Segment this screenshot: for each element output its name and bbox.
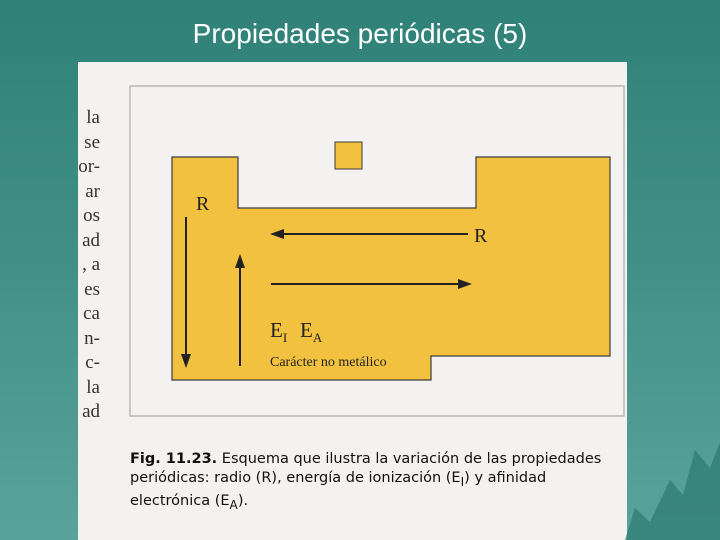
left-margin-fragment: c- — [85, 352, 100, 373]
left-margin-fragment: la — [86, 107, 100, 128]
radius-label-horizontal: R — [474, 225, 488, 247]
left-margin-fragment: , a — [82, 254, 100, 275]
left-margin-fragment: os — [83, 205, 100, 226]
hydrogen-cell — [335, 142, 362, 169]
left-margin-fragment: n- — [84, 327, 100, 349]
left-margin-fragment: ca — [83, 303, 100, 324]
left-margin-fragment: ad — [82, 401, 100, 422]
caption-line2: periódicas: radio (R), energía de ionización (E — [130, 470, 461, 486]
left-margin-fragment: se — [84, 131, 100, 153]
mountain-decoration — [625, 420, 720, 540]
nonmetallic-character-label: Carácter no metálico — [270, 355, 387, 370]
left-margin-fragment: ad — [82, 229, 100, 251]
caption-line3: electrónica (E — [130, 492, 230, 509]
left-margin-fragment: la — [86, 376, 100, 398]
figure-caption: Fig. 11.23. Esquema que ilustra la variación de las propiedades periódicas: radio (R), energía de ionización $(E_I)$ y afinidad electrónica $(E_A)$. — [130, 451, 602, 512]
caption-figure-number: Fig. 11.23. — [130, 451, 218, 467]
scanned-figure — [78, 62, 627, 540]
left-margin-fragment: ar — [85, 180, 100, 202]
left-margin-fragment: or- — [78, 156, 100, 177]
caption-line1: Esquema que ilustra la variación de las propiedades — [217, 451, 602, 467]
periodic-table-shape — [172, 157, 610, 380]
ea-label: $E_A$ — [300, 318, 323, 345]
radius-label-vertical: R — [196, 193, 210, 215]
slide-title: Propiedades periódicas (5) — [192, 18, 528, 49]
ei-label: $E_I$ — [270, 318, 288, 345]
left-margin-fragment: es — [84, 278, 100, 300]
